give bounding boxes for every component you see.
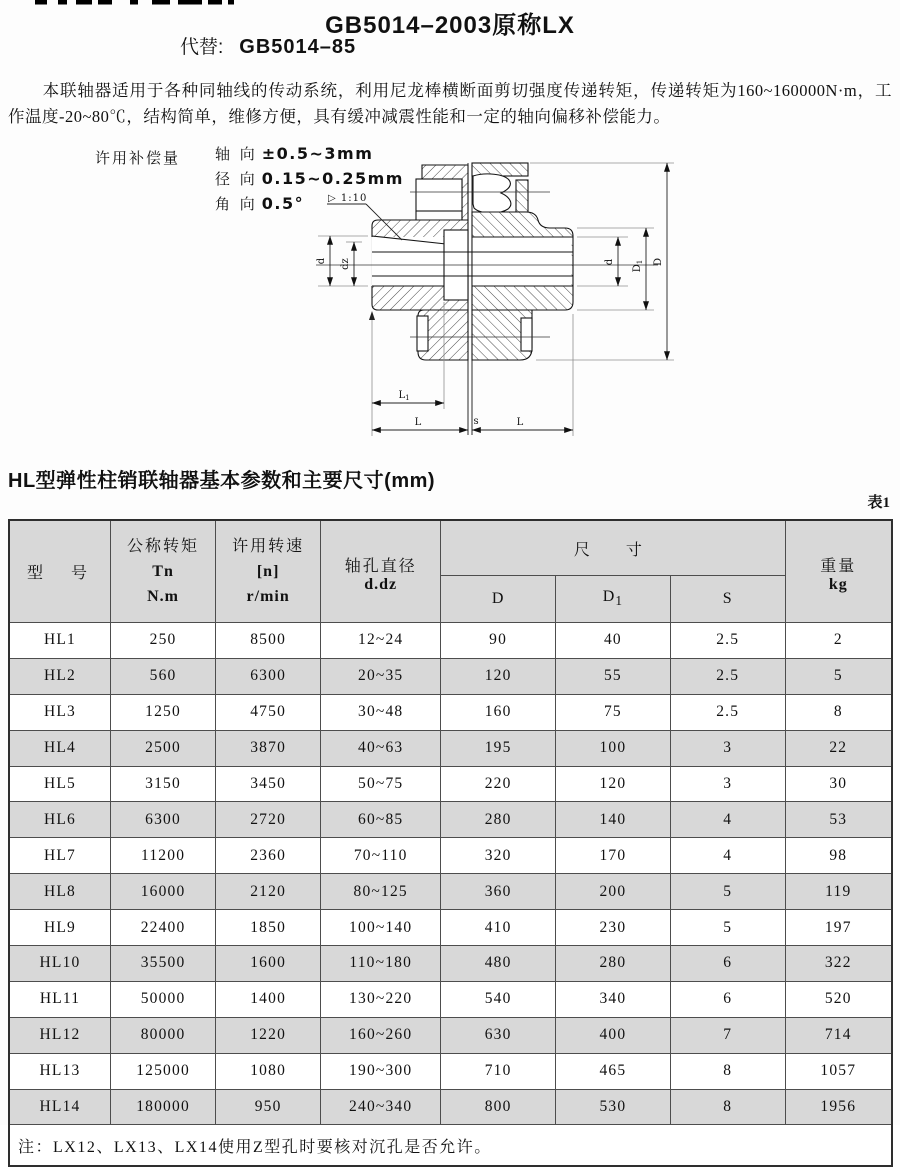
value-cell: 3 — [670, 766, 785, 802]
value-cell: 30 — [785, 766, 892, 802]
dim-label-l-right: L — [516, 417, 524, 428]
value-cell: 80~125 — [321, 874, 441, 910]
value-cell: 6300 — [216, 658, 321, 694]
intro-paragraph: 本联轴器适用于各种同轴线的传动系统，利用尼龙棒横断面剪切强度传递转矩，传递转矩为160~160000N·m，工作温度-20~80℃，结构简单，维修方便，具有缓冲减震性能和一定的轴向偏移补偿能力。 — [8, 81, 892, 126]
value-cell: 4 — [670, 838, 785, 874]
value-cell: 2120 — [216, 874, 321, 910]
value-cell: 220 — [441, 766, 556, 802]
taper-callout: ▷ 1:10 — [328, 193, 368, 204]
value-cell: 22 — [785, 730, 892, 766]
value-cell: 1080 — [216, 1053, 321, 1089]
header-bore: 轴孔直径 d.dz — [321, 520, 441, 623]
value-cell: 250 — [111, 623, 216, 659]
table-row — [9, 838, 892, 874]
header-size-group: 尺 寸 — [441, 520, 785, 576]
table-note-row — [9, 1125, 892, 1167]
value-cell: 98 — [785, 838, 892, 874]
value-cell: 120 — [441, 658, 556, 694]
value-cell: 465 — [556, 1053, 671, 1089]
replace-value: GB5014–85 — [239, 36, 357, 58]
angular-compensation: 角 向 0.5° — [215, 194, 305, 213]
value-cell: 100~140 — [321, 910, 441, 946]
table-row — [9, 694, 892, 730]
table-row — [9, 910, 892, 946]
value-cell: 200 — [556, 874, 671, 910]
value-cell: 190~300 — [321, 1053, 441, 1089]
value-cell: 170 — [556, 838, 671, 874]
value-cell: 6 — [670, 981, 785, 1017]
left-hub-half — [372, 165, 469, 360]
value-cell: 280 — [441, 802, 556, 838]
header-speed: 许用转速 [n] r/min — [216, 520, 321, 623]
model-cell: HL2 — [9, 658, 111, 694]
header-D1: $D_1$ — [556, 576, 671, 623]
value-cell: 8 — [670, 1053, 785, 1089]
value-cell: 322 — [785, 946, 892, 982]
value-cell: 70~110 — [321, 838, 441, 874]
value-cell: 1600 — [216, 946, 321, 982]
value-cell: 630 — [441, 1017, 556, 1053]
header-torque: 公称转矩 Tn N.m — [111, 520, 216, 623]
value-cell: 6300 — [111, 802, 216, 838]
radial-compensation: 径 向 0.15~0.25mm — [215, 169, 404, 188]
model-cell: HL5 — [9, 766, 111, 802]
value-cell: 2.5 — [670, 658, 785, 694]
value-cell: 1850 — [216, 910, 321, 946]
dim-label-l-left: L — [414, 417, 422, 428]
value-cell: 35500 — [111, 946, 216, 982]
value-cell: 40~63 — [321, 730, 441, 766]
value-cell: 119 — [785, 874, 892, 910]
value-cell: 125000 — [111, 1053, 216, 1089]
parameters-table — [8, 519, 893, 1167]
value-cell: 540 — [441, 981, 556, 1017]
value-cell: 2500 — [111, 730, 216, 766]
value-cell: 4750 — [216, 694, 321, 730]
replaced-standard-line — [180, 32, 356, 59]
value-cell: 30~48 — [321, 694, 441, 730]
value-cell: 8500 — [216, 623, 321, 659]
table-note: 注：LX12、LX13、LX14使用Z型孔时要核对沉孔是否允许。 — [9, 1125, 892, 1167]
value-cell: 1400 — [216, 981, 321, 1017]
value-cell: 50000 — [111, 981, 216, 1017]
value-cell: 195 — [441, 730, 556, 766]
value-cell: 180000 — [111, 1089, 216, 1125]
table-row — [9, 730, 892, 766]
table-body — [9, 623, 892, 1125]
value-cell: 280 — [556, 946, 671, 982]
value-cell: 240~340 — [321, 1089, 441, 1125]
value-cell: 130~220 — [321, 981, 441, 1017]
table-header — [9, 520, 892, 623]
model-cell: HL6 — [9, 802, 111, 838]
value-cell: 50~75 — [321, 766, 441, 802]
value-cell: 400 — [556, 1017, 671, 1053]
table-row — [9, 1089, 892, 1125]
model-cell: HL11 — [9, 981, 111, 1017]
table-row — [9, 1053, 892, 1089]
value-cell: 320 — [441, 838, 556, 874]
value-cell: 530 — [556, 1089, 671, 1125]
dim-label-d-right: d — [604, 258, 615, 266]
value-cell: 60~85 — [321, 802, 441, 838]
value-cell: 2.5 — [670, 694, 785, 730]
value-cell: 20~35 — [321, 658, 441, 694]
dim-label-D: D — [653, 257, 664, 267]
table-row — [9, 946, 892, 982]
dim-label-s: s — [473, 416, 479, 427]
model-cell: HL1 — [9, 623, 111, 659]
value-cell: 1057 — [785, 1053, 892, 1089]
value-cell: 1956 — [785, 1089, 892, 1125]
value-cell: 90 — [441, 623, 556, 659]
value-cell: 16000 — [111, 874, 216, 910]
value-cell: 140 — [556, 802, 671, 838]
value-cell: 55 — [556, 658, 671, 694]
value-cell: 8 — [670, 1089, 785, 1125]
value-cell: 800 — [441, 1089, 556, 1125]
value-cell: 2.5 — [670, 623, 785, 659]
value-cell: 22400 — [111, 910, 216, 946]
value-cell: 12~24 — [321, 623, 441, 659]
table-row — [9, 658, 892, 694]
table-row — [9, 981, 892, 1017]
value-cell: 8 — [785, 694, 892, 730]
value-cell: 110~180 — [321, 946, 441, 982]
value-cell: 560 — [111, 658, 216, 694]
value-cell: 197 — [785, 910, 892, 946]
dim-label-l1: $L_1$ — [398, 390, 410, 402]
table-number: 表1 — [867, 495, 890, 511]
value-cell: 340 — [556, 981, 671, 1017]
value-cell: 710 — [441, 1053, 556, 1089]
value-cell: 2 — [785, 623, 892, 659]
dim-label-d1: $D_1$ — [632, 259, 644, 273]
value-cell: 2360 — [216, 838, 321, 874]
value-cell: 3450 — [216, 766, 321, 802]
model-cell: HL14 — [9, 1089, 111, 1125]
value-cell: 5 — [785, 658, 892, 694]
dim-label-d-left: d — [316, 257, 327, 265]
compensation-label: 许用补偿量 — [95, 151, 181, 167]
header-weight: 重量 kg — [785, 520, 892, 623]
value-cell: 1250 — [111, 694, 216, 730]
value-cell: 5 — [670, 874, 785, 910]
header-D: D — [441, 576, 556, 623]
table-row — [9, 766, 892, 802]
model-cell: HL8 — [9, 874, 111, 910]
coupling-section-drawing — [310, 152, 700, 452]
value-cell: 230 — [556, 910, 671, 946]
header-model: 型 号 — [9, 520, 111, 623]
value-cell: 4 — [670, 802, 785, 838]
value-cell: 7 — [670, 1017, 785, 1053]
header-S: S — [670, 576, 785, 623]
axial-compensation: 轴 向 ±0.5~3mm — [215, 144, 374, 163]
value-cell: 3870 — [216, 730, 321, 766]
value-cell: 3150 — [111, 766, 216, 802]
model-cell: HL13 — [9, 1053, 111, 1089]
value-cell: 53 — [785, 802, 892, 838]
table-row — [9, 802, 892, 838]
value-cell: 160~260 — [321, 1017, 441, 1053]
right-hub-half — [472, 163, 573, 360]
value-cell: 6 — [670, 946, 785, 982]
table-row — [9, 623, 892, 659]
value-cell: 120 — [556, 766, 671, 802]
value-cell: 11200 — [111, 838, 216, 874]
dim-label-dz: dz — [340, 258, 351, 270]
value-cell: 80000 — [111, 1017, 216, 1053]
table-row — [9, 874, 892, 910]
value-cell: 5 — [670, 910, 785, 946]
table-section-title: HL型弹性柱销联轴器基本参数和主要尺寸(mm) — [8, 470, 436, 492]
value-cell: 40 — [556, 623, 671, 659]
model-cell: HL9 — [9, 910, 111, 946]
replace-label: 代替: — [180, 37, 224, 58]
model-cell: HL7 — [9, 838, 111, 874]
value-cell: 410 — [441, 910, 556, 946]
model-cell: HL10 — [9, 946, 111, 982]
value-cell: 2720 — [216, 802, 321, 838]
value-cell: 714 — [785, 1017, 892, 1053]
value-cell: 75 — [556, 694, 671, 730]
value-cell: 3 — [670, 730, 785, 766]
value-cell: 360 — [441, 874, 556, 910]
value-cell: 1220 — [216, 1017, 321, 1053]
model-cell: HL12 — [9, 1017, 111, 1053]
value-cell: 520 — [785, 981, 892, 1017]
model-cell: HL3 — [9, 694, 111, 730]
value-cell: 160 — [441, 694, 556, 730]
value-cell: 480 — [441, 946, 556, 982]
value-cell: 950 — [216, 1089, 321, 1125]
model-cell: HL4 — [9, 730, 111, 766]
table-row — [9, 1017, 892, 1053]
standard-title: GB5014–2003原称LX — [325, 12, 575, 39]
value-cell: 100 — [556, 730, 671, 766]
